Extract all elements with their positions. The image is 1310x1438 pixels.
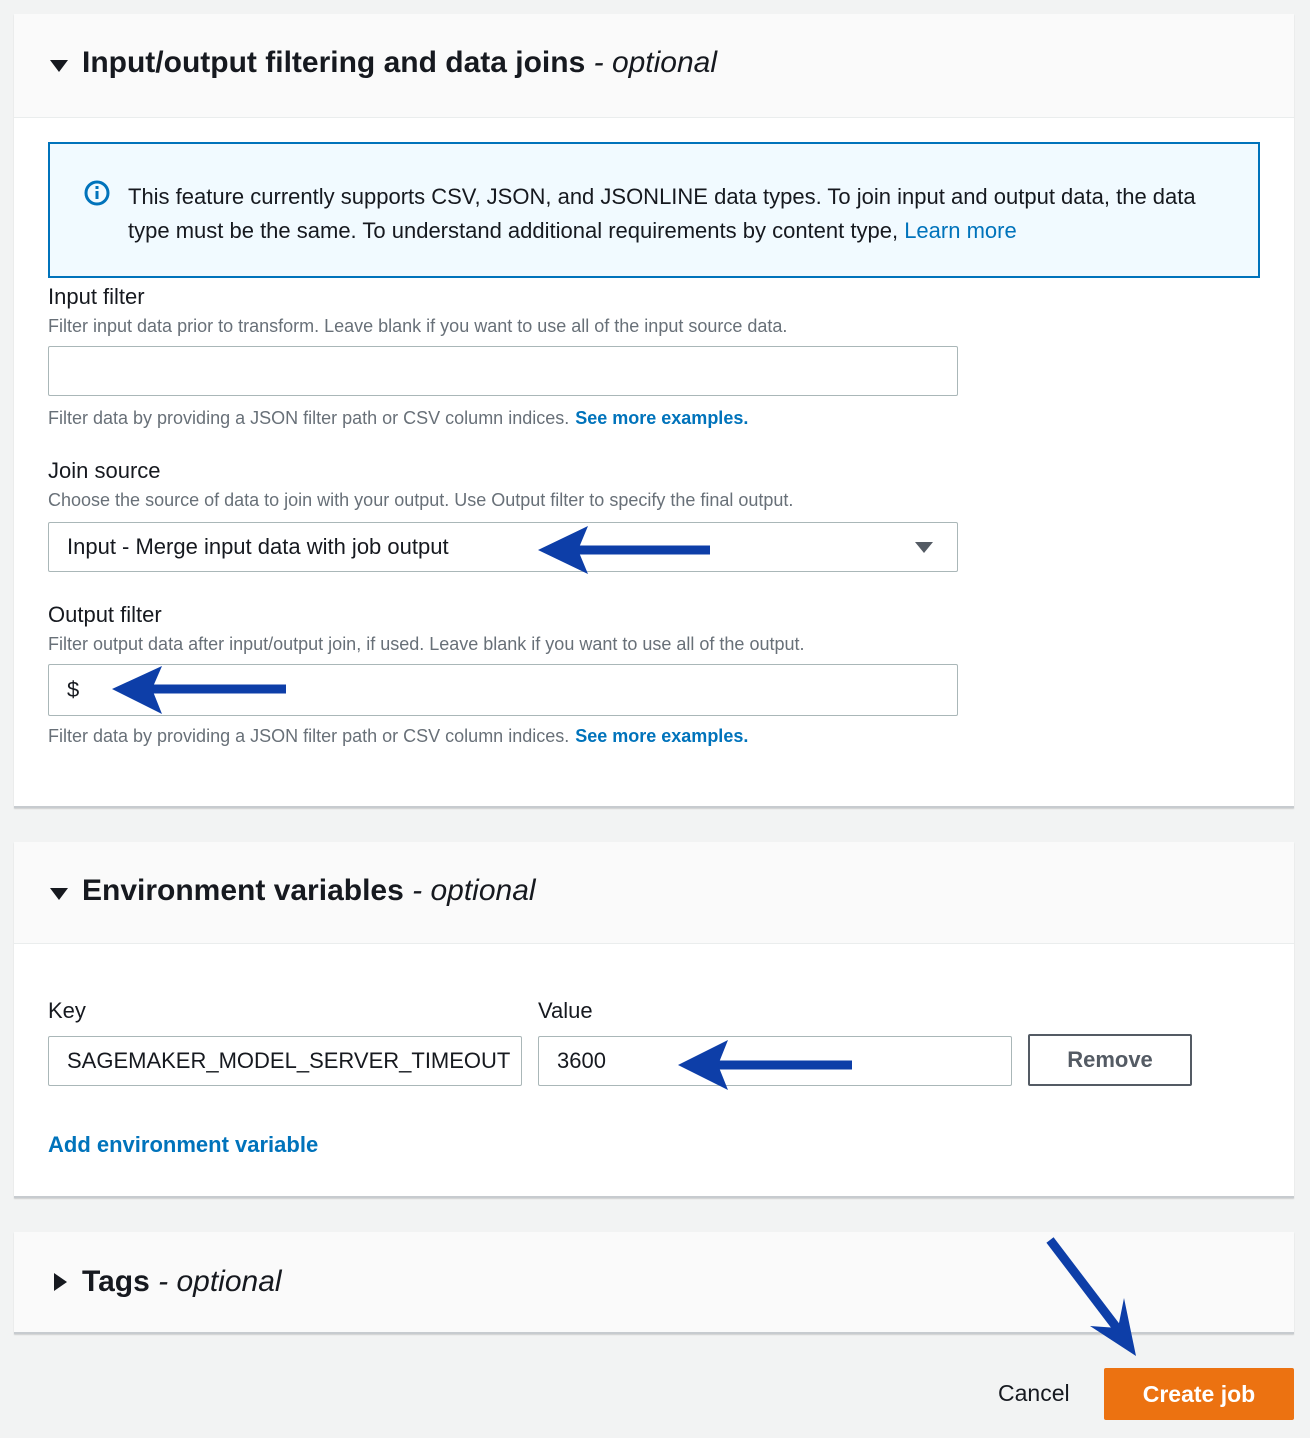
output-filter-field[interactable]: $ <box>48 664 958 716</box>
io-filtering-title <box>82 46 717 80</box>
info-alert <box>48 142 1260 278</box>
cancel-button[interactable]: Cancel <box>998 1380 1070 1406</box>
input-filter-label: Input filter <box>48 284 145 309</box>
key-label: Key <box>48 998 86 1023</box>
caret-down-icon[interactable] <box>50 60 68 72</box>
output-filter-label: Output filter <box>48 602 162 627</box>
env-key-field[interactable]: SAGEMAKER_MODEL_SERVER_TIMEOUT <box>48 1036 522 1086</box>
remove-button[interactable]: Remove <box>1028 1034 1192 1086</box>
info-message <box>128 180 1238 248</box>
join-source-label: Join source <box>48 458 161 483</box>
section-title-text: Input/output filtering and data joins <box>82 46 586 79</box>
env-variables-title <box>82 874 536 908</box>
annotation-arrow-icon <box>538 524 714 576</box>
input-filter-constraint <box>48 408 748 429</box>
input-filter-description: Filter input data prior to transform. Leave blank if you want to use all of the input source data. <box>48 316 788 336</box>
see-more-examples-link[interactable]: See more examples. <box>575 408 749 428</box>
see-more-examples-link[interactable]: See more examples. <box>575 726 749 746</box>
output-filter-description: Filter output data after input/output join, if used. Leave blank if you want to use all of the output. <box>48 634 805 654</box>
learn-more-link[interactable]: Learn more <box>904 218 1017 243</box>
io-filtering-header[interactable] <box>14 14 1294 118</box>
create-job-button[interactable]: Create job <box>1104 1368 1294 1420</box>
tags-title <box>82 1265 282 1299</box>
section-title-text: Environment variables <box>82 874 404 907</box>
output-filter-constraint <box>48 726 748 747</box>
join-source-selected: Input - Merge input data with job output <box>67 534 449 559</box>
env-variables-header[interactable] <box>14 842 1294 944</box>
annotation-arrow-icon <box>112 666 288 718</box>
add-environment-variable-link[interactable]: Add environment variable <box>48 1132 319 1157</box>
info-message-text: This feature currently supports CSV, JSON, and JSONLINE data types. To join input and output data, the data type must be the same. To understand additional requirements by content type, <box>128 184 1196 243</box>
env-variables-panel <box>14 842 1294 1198</box>
caret-down-icon <box>915 542 933 553</box>
annotation-arrow-icon <box>1044 1236 1144 1358</box>
optional-suffix: - optional <box>585 46 718 79</box>
join-source-select[interactable] <box>48 522 958 572</box>
caret-down-icon[interactable] <box>50 888 68 900</box>
constraint-text: Filter data by providing a JSON filter path or CSV column indices. <box>48 408 570 428</box>
join-source-description: Choose the source of data to join with your output. Use Output filter to specify the final output. <box>48 490 794 510</box>
annotation-arrow-icon <box>678 1038 854 1090</box>
env-value-field[interactable]: 3600 <box>538 1036 1012 1086</box>
constraint-text: Filter data by providing a JSON filter path or CSV column indices. <box>48 726 570 746</box>
info-icon <box>84 180 110 206</box>
caret-right-icon[interactable] <box>54 1273 67 1291</box>
optional-suffix: - optional <box>149 1265 282 1298</box>
optional-suffix: - optional <box>403 874 536 907</box>
value-label: Value <box>538 998 593 1023</box>
input-filter-field[interactable] <box>48 346 958 396</box>
section-title-text: Tags <box>82 1265 150 1298</box>
